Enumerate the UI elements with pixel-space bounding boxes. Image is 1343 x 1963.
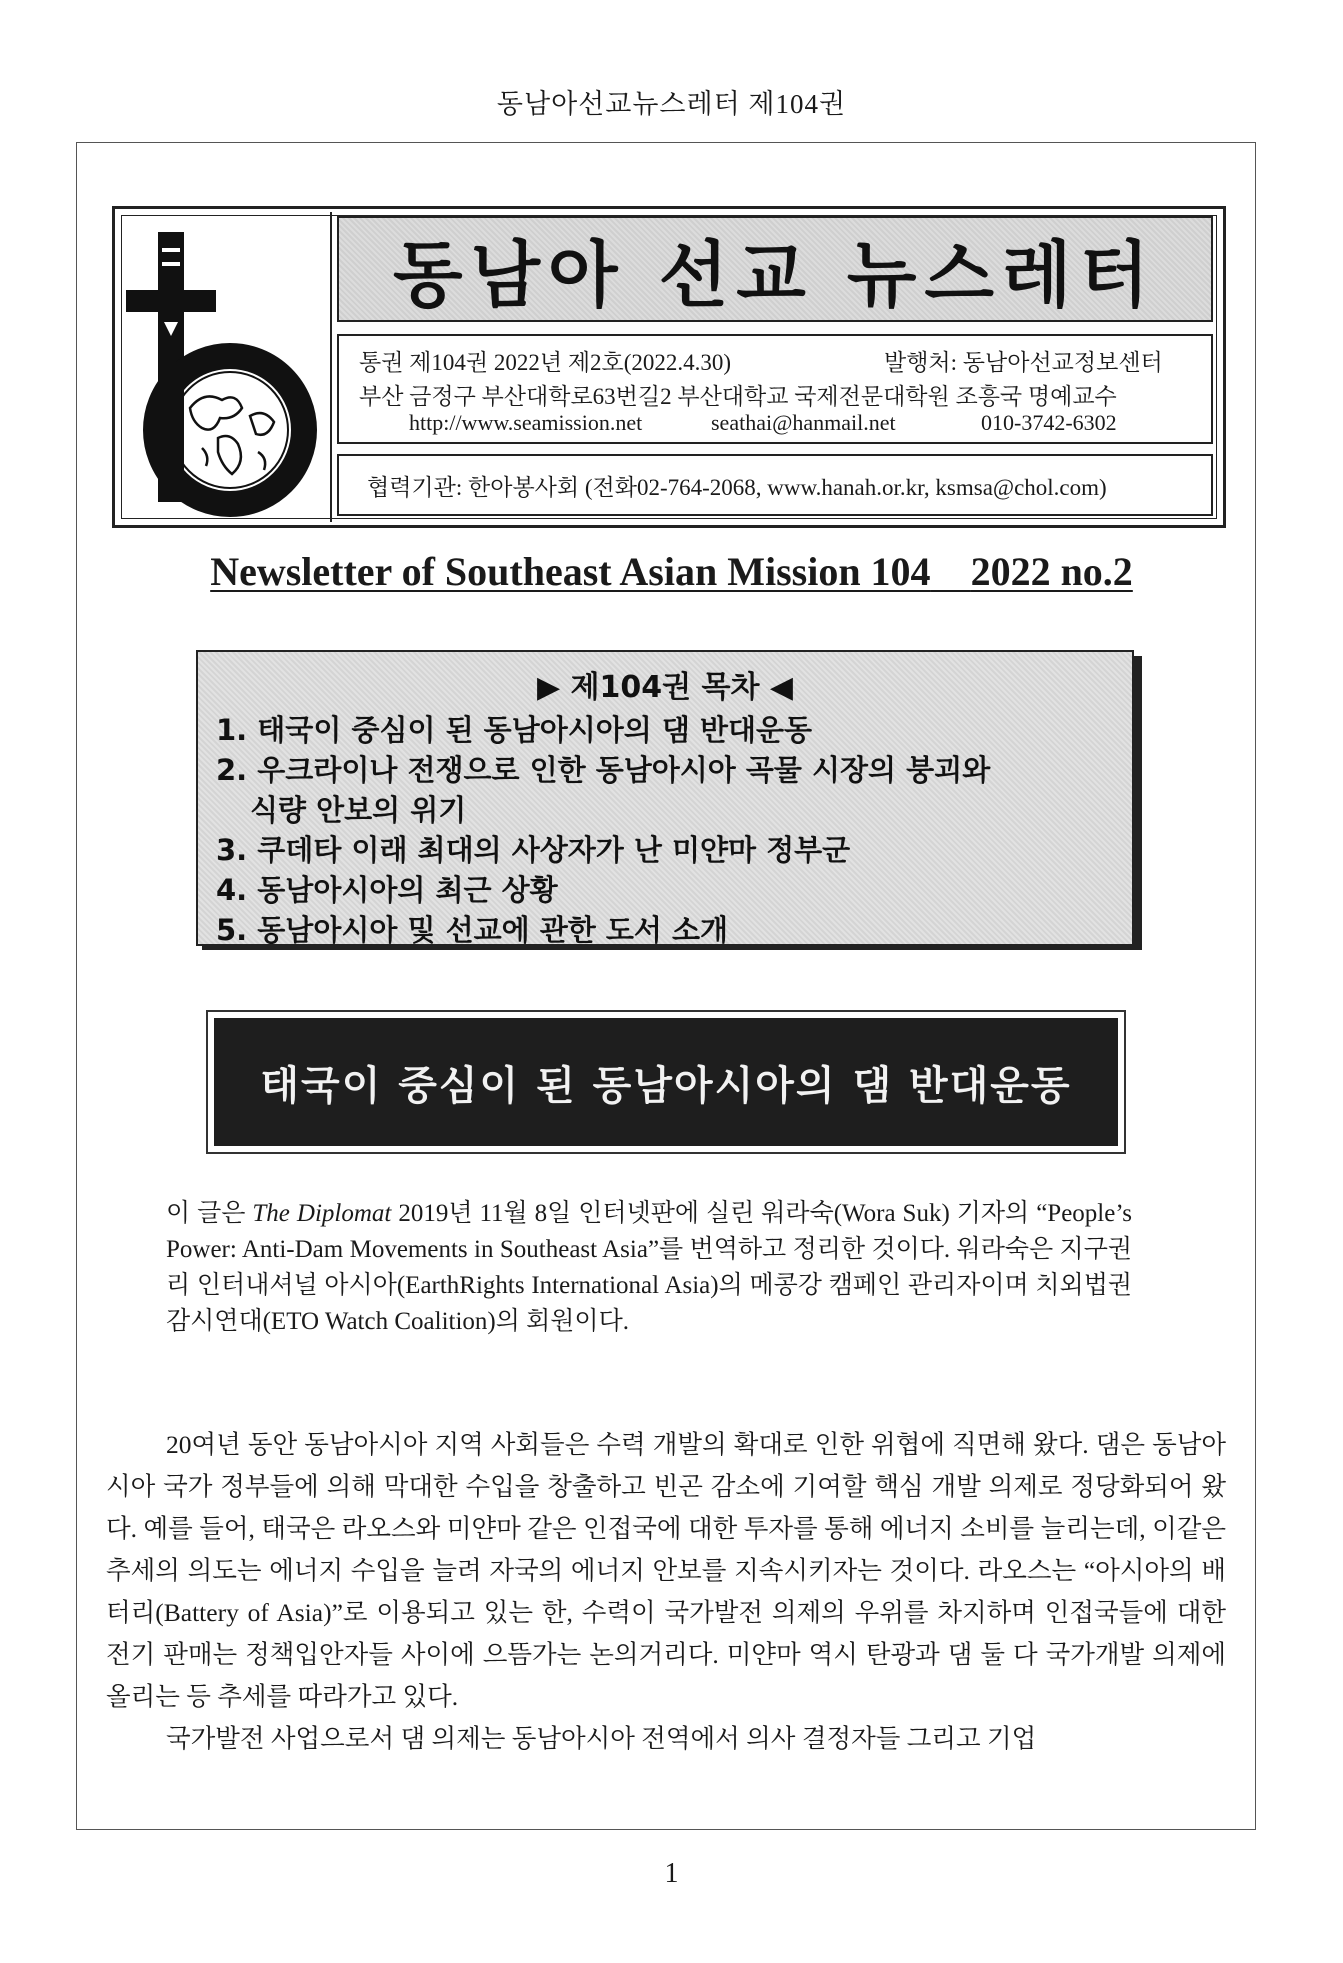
section-banner [206,1010,1126,1154]
intro-paragraph [166,1196,1132,1340]
toc-item-2-continued[interactable]: 식량 안보의 위기 [250,793,467,827]
body-paragraph-2: 국가발전 사업으로서 댐 의제는 동남아시아 전역에서 의사 결정자들 그리고 기업 [166,1724,1037,1753]
cooperation-info: 협력기관: 한아봉사회 (전화02-764-2068, www.hanah.or.kr, ksmsa@chol.com) [367,474,1107,500]
address-info: 부산 금정구 부산대학로63번길2 부산대학교 국제전문대학원 조흥국 명예교수 [359,384,1117,409]
page-number: 1 [664,1858,679,1889]
english-title-main: Newsletter of Southeast Asian Mission 104 [210,549,931,594]
english-title-issue: 2022 no.2 [970,549,1133,594]
toc-item-1[interactable]: 1. 태국이 중심이 된 동남아시아의 댐 반대운동 [216,713,813,747]
toc-item-2[interactable]: 2. 우크라이나 전쟁으로 인한 동남아시아 곡물 시장의 붕괴와 [216,753,991,787]
english-title [0,548,1343,595]
issue-info: 통권 제104권 2022년 제2호(2022.4.30) [359,350,732,375]
masthead-title-box [337,216,1213,322]
article-body [106,1424,1226,1760]
intro-text-rest: 2019년 11월 8일 인터넷판에 실린 워라숙(Wora Suk) 기자의 “People’s Power: Anti-Dam Movements in Southeast Asia”를 번역하고 정리한 것이다. 워라숙은 지구권리 인터내셔널 아시아(EarthRights International Asia)의 메콩강 캠페인 관리자이며 치외법권감시연대(ETO Watch Coalition)의 회원이다. [166,1200,1133,1335]
cross-globe-logo-icon [118,212,330,522]
logo [118,212,332,522]
cooperation-box [337,454,1213,516]
section-title: 태국이 중심이 된 동남아시아의 댐 반대운동 [214,1018,1118,1146]
body-paragraph-1: 20여년 동안 동남아시아 지역 사회들은 수력 개발의 확대로 인한 위협에 직면해 왔다. 댐은 동남아시아 국가 정부들에 의해 막대한 수입을 창출하고 빈곤 감소에 기여할 핵심 개발 의제로 정당화되어 왔다. 예를 들어, 태국은 라오스와 미얀마 같은 인접국에 대한 투자를 통해 에너지 소비를 늘리는데, 이같은 추세의 의도는 에너지 수입을 늘려 자국의 에너지 안보를 지속시키자는 것이다. 라오스는 “아시아의 배터리(Battery of Asia)”로 이용되고 있는 한, 수력이 국가발전 의제의 우위를 차지하며 인접국들에 대한 전기 판매는 정책입안자들 사이에 으뜸가는 논의거리다. 미얀마 역시 탄광과 댐 둘 다 국가개발 의제에 올리는 등 추세를 따라가고 있다. [106,1430,1226,1711]
publisher-info: 발행처: 동남아선교정보센터 [884,350,1163,375]
source-title: The Diplomat [252,1200,392,1227]
table-of-contents [196,650,1134,946]
toc-item-5[interactable]: 5. 동남아시아 및 선교에 관한 도서 소개 [216,913,728,947]
masthead-info-box [337,334,1213,444]
masthead-title: 동남아 선교 뉴스레터 [392,233,1158,317]
phone-number: 010-3742-6302 [981,410,1117,435]
intro-text-start: 이 글은 [166,1200,253,1227]
toc-heading: ▶ 제104권 목차 ◀ [536,670,794,705]
email-link[interactable]: seathai@hanmail.net [711,410,896,435]
toc-item-3[interactable]: 3. 쿠데타 이래 최대의 사상자가 난 미얀마 정부군 [216,833,851,867]
website-link[interactable]: http://www.seamission.net [409,410,643,435]
toc-item-4[interactable]: 4. 동남아시아의 최근 상황 [216,873,558,907]
running-head: 동남아선교뉴스레터 제104권 [496,89,847,119]
